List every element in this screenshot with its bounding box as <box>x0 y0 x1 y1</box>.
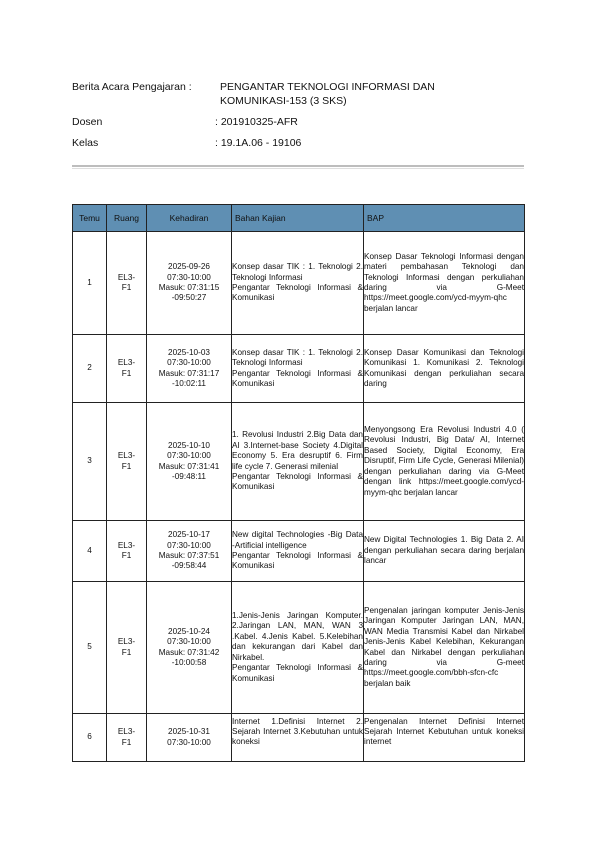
temu-cell: 4 <box>73 521 107 582</box>
col-header-temu: Temu <box>73 205 107 232</box>
ruang-cell <box>107 403 147 521</box>
kelas-value: : 19.1A.06 - 19106 <box>215 137 302 149</box>
jam: 07:30-10:00 <box>167 637 211 647</box>
temu-cell: 2 <box>73 335 107 403</box>
temu-cell: 3 <box>73 403 107 521</box>
header-divider-shadow <box>72 168 524 169</box>
ruang-cell <box>107 714 147 762</box>
tanggal: 2025-10-24 <box>168 626 210 636</box>
bap-cell: Pengenalan jaringan komputer Jenis-Jenis Jaringan Komputer Jaringan LAN, MAN, WAN Media Transmisi Kabel dan Nirkabel Jenis-Jenis Kabel Kelebihan, Kekurangan Kabel dan Nirkabel dengan perkuliahan daring via G-meet https://meet.google.com/bbh-sfcn-cfc berjalan baik <box>364 582 525 714</box>
bahan-text: Pengantar Teknologi Informasi & Komunikasi <box>232 471 363 492</box>
ruang-cell <box>107 521 147 582</box>
ruang-line: EL3- <box>117 358 136 368</box>
jam: 07:30-10:00 <box>167 737 211 747</box>
kehadiran-cell <box>147 582 232 714</box>
table-row <box>73 521 525 582</box>
course-label: Berita Acara Pengajaran : <box>72 81 192 93</box>
ruang-line: F1 <box>121 283 132 292</box>
bap-cell <box>364 714 525 762</box>
ruang-line: EL3- <box>117 272 136 282</box>
table-row <box>73 403 525 521</box>
bahan-text: Pengantar Teknologi Informasi & Komunikasi <box>232 663 363 683</box>
keluar: -10:00:58 <box>171 657 207 667</box>
kehadiran-cell <box>147 335 232 403</box>
dosen-value: : 201910325-AFR <box>215 116 298 128</box>
bahan-kajian-cell <box>232 582 364 714</box>
keluar: -09:58:44 <box>171 561 207 571</box>
ruang-cell <box>107 582 147 714</box>
masuk: Masuk: 07:31:41 <box>158 461 220 471</box>
jam: 07:30-10:00 <box>167 358 211 368</box>
tanggal: 2025-10-03 <box>168 347 210 357</box>
ruang-line: EL3- <box>117 540 136 550</box>
ruang-line: EL3- <box>117 727 136 737</box>
jam: 07:30-10:00 <box>167 272 211 282</box>
ruang-cell <box>107 335 147 403</box>
tanggal: 2025-09-26 <box>168 262 210 272</box>
table-row <box>73 335 525 403</box>
kehadiran-cell <box>147 714 232 762</box>
bahan-text: 1.Jenis-Jenis Jaringan Komputer. 2.Jaringan LAN, MAN, WAN 3 .Kabel. 4.Jenis Kabel. 5.Kelebihan dan kekurangan dari Kabel dan Nirkabel. <box>232 611 363 662</box>
col-header-bap: BAP <box>364 205 525 232</box>
temu-cell: 5 <box>73 582 107 714</box>
ruang-line: EL3- <box>117 451 136 461</box>
bahan-text: Pengantar Teknologi Informasi & Komunikasi <box>232 283 363 303</box>
kehadiran-cell <box>147 403 232 521</box>
bahan-kajian-cell <box>232 521 364 582</box>
bap-cell: Konsep Dasar Komunikasi dan Teknologi Komunikasi 1. Komunikasi 2. Teknologi Komunikasi dengan perkuliahan secara daring <box>364 335 525 403</box>
keluar: -10:02:11 <box>172 378 206 388</box>
kehadiran-cell <box>147 232 232 335</box>
table-row <box>73 582 525 714</box>
kehadiran-cell <box>147 521 232 582</box>
table-header-row <box>73 205 525 232</box>
bahan-kajian-cell <box>232 232 364 335</box>
keluar: -09:48:11 <box>172 471 206 481</box>
bahan-text: Pengantar Teknologi Informasi & Komunikasi <box>232 551 363 571</box>
tanggal: 2025-10-10 <box>168 440 210 450</box>
bahan-text: New digital Technologies -Big Data -Artificial intelligence <box>232 530 363 550</box>
masuk: Masuk: 07:31:42 <box>158 647 220 657</box>
ruang-line: F1 <box>121 368 132 378</box>
temu-cell: 1 <box>73 232 107 335</box>
dosen-label: Dosen <box>72 116 103 128</box>
bahan-text: Konsep dasar TIK : 1. Teknologi 2. Teknologi Informasi <box>232 347 363 368</box>
kelas-label: Kelas <box>72 137 99 149</box>
bahan-kajian-cell <box>232 335 364 403</box>
bahan-text: Konsep dasar TIK : 1. Teknologi 2. Teknologi Informasi <box>232 262 363 282</box>
bahan-text: Internet 1.Definisi Internet 2. Sejarah Internet 3.Kebutuhan untuk koneksi <box>232 716 363 747</box>
tanggal: 2025-10-17 <box>168 530 210 540</box>
jam: 07:30-10:00 <box>167 451 211 461</box>
bap-cell: Konsep Dasar Teknologi Informasi dengan materi pembahasan Teknologi dan Teknologi Informasi dengan perkuliahan daring via G-Meet https://meet.google.com/ycd-myym-qhc berjalan lancar <box>364 232 525 335</box>
keluar: -09:50:27 <box>171 293 207 303</box>
masuk: Masuk: 07:31:15 <box>158 283 220 292</box>
bap-table <box>72 204 525 762</box>
col-header-bahan-kajian: Bahan Kajian <box>232 205 364 232</box>
course-title-line1: PENGANTAR TEKNOLOGI INFORMASI DAN <box>220 81 435 93</box>
bap-text: Pengenalan Internet Definisi Internet Sejarah Internet Kebutuhan untuk koneksi internet <box>364 716 524 747</box>
temu-cell: 6 <box>73 714 107 762</box>
bahan-text: Pengantar Teknologi Informasi & Komunikasi <box>232 368 363 388</box>
col-header-kehadiran: Kehadiran <box>147 205 232 232</box>
bap-cell: Menyongsong Era Revolusi Industri 4.0 ( Revolusi Industri, Big Data/ AI, Internet Based Society, Digital Economy, Era Disruptif, Firm Life Cycle, Generasi Milenial) dengan perkuliahan daring via G-Meet dengan link https://meet.google.com/ycd-myym-qhc berjalan lancar <box>364 403 525 521</box>
ruang-line: F1 <box>121 461 132 471</box>
table-row <box>73 714 525 762</box>
ruang-line: F1 <box>121 737 132 747</box>
jam: 07:30-10:00 <box>167 540 211 550</box>
table-row <box>73 232 525 335</box>
ruang-line: F1 <box>121 551 132 560</box>
masuk: Masuk: 07:37:51 <box>158 551 220 560</box>
course-title-line2: KOMUNIKASI-153 (3 SKS) <box>220 95 347 107</box>
bahan-text: 1. Revolusi Industri 2.Big Data dan AI 3.Internet-base Society 4.Digital Economy 5. Era desruptif 6. Firm life cycle 7. Generasi milenial <box>232 430 363 471</box>
tanggal: 2025-10-31 <box>168 727 210 737</box>
ruang-line: F1 <box>121 647 132 657</box>
masuk: Masuk: 07:31:17 <box>158 368 220 378</box>
ruang-cell <box>107 232 147 335</box>
bahan-kajian-cell <box>232 403 364 521</box>
bap-cell: New Digital Technologies 1. Big Data 2. AI dengan perkuliahan secara daring berjalan lancar <box>364 521 525 582</box>
bahan-kajian-cell <box>232 714 364 762</box>
col-header-ruang: Ruang <box>107 205 147 232</box>
header-divider <box>72 165 524 167</box>
ruang-line: EL3- <box>117 637 136 647</box>
